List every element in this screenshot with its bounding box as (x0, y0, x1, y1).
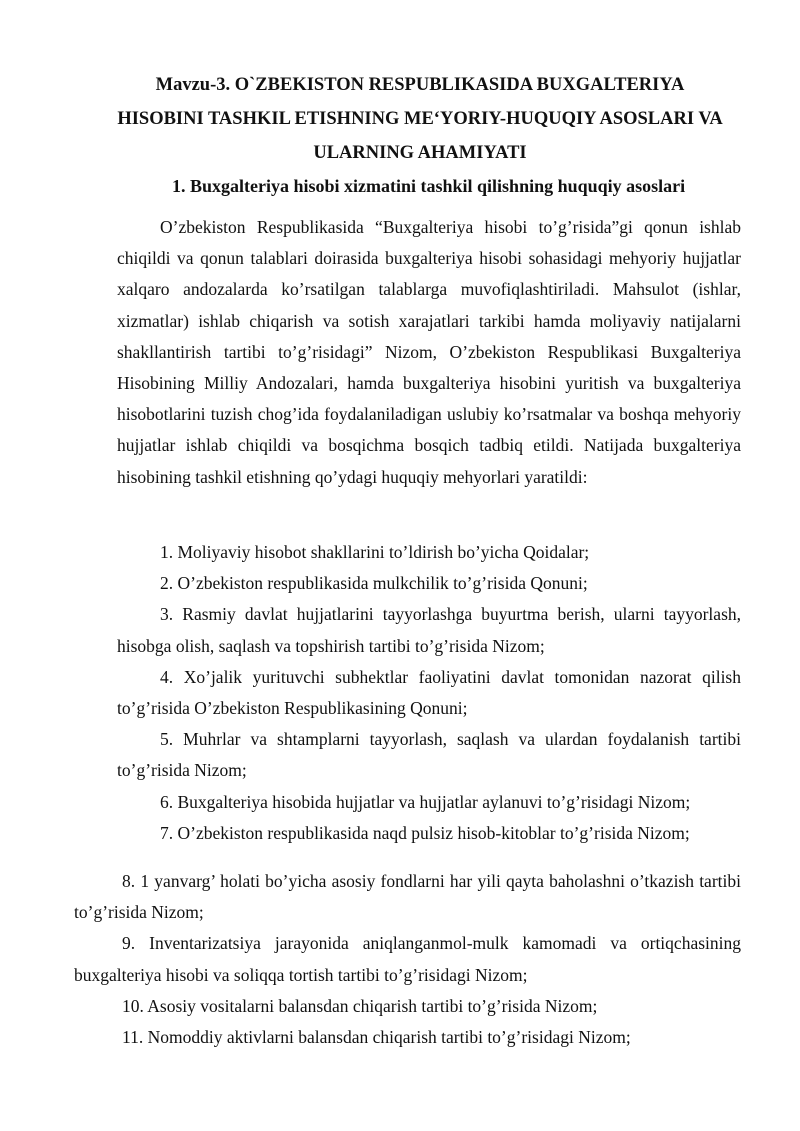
regulation-list-part-1 (117, 537, 741, 849)
list-item-5: 5. Muhrlar va shtamplarni tayyorlash, saqlash va ulardan foydalanish tartibi to’g’risida Nizom; (117, 729, 741, 781)
list-item-2: 2. O’zbekiston respublikasida mulkchilik to’g’risida Qonuni; (160, 573, 588, 594)
list-item-3: 3. Rasmiy davlat hujjatlarini tayyorlashga buyurtma berish, ularni tayyorlash, hisobga olish, saqlash va topshirish tartibi to’g’risida Nizom; (117, 604, 741, 656)
list-item-7: 7. O’zbekiston respublikasida naqd pulsiz hisob-kitoblar to’g’risida Nizom; (160, 822, 690, 843)
list-item-11: 11. Nomoddiy aktivlarni balansdan chiqarish tartibi to’g’risidagi Nizom; (122, 1027, 631, 1048)
list-item-9: 9. Inventarizatsiya jarayonida aniqlanganmol-mulk kamomadi va ortiqchasining buxgalteriya hisobi va soliqqa tortish tartibi to’g’risidagi Nizom; (74, 933, 741, 985)
title-line-2: HISOBINI TASHKIL ETISHNING ME‘YORIY-HUQUQIY ASOSLARI VA (117, 109, 723, 129)
list-item-1: 1. Moliyaviy hisobot shakllarini to’ldirish bo’yicha Qoidalar; (160, 542, 590, 562)
document-title (100, 68, 740, 170)
list-item-10: 10. Asosiy vositalarni balansdan chiqarish tartibi to’g’risida Nizom; (122, 995, 598, 1016)
title-line-3: ULARNING AHAMIYATI (313, 143, 527, 163)
intro-paragraph: O’zbekiston Respublikasida “Buxgalteriya hisobi to’g’risida”gi qonun ishlab chiqildi va qonun talablari doirasida buxgalteriya hisobi sohasidagi mehyoriy hujjatlar xalqaro andozalarda ko’rsatilgan talablarga muvofiqlashtiriladi. Mahsulot (ishlar, xizmatlar) ishlab chiqarish va sotish xarajatlari tarkibi hamda moliyaviy natijalarni shakllantirish tartibi to’g’risidagi” Nizom, O’zbekiston Respublikasi Buxgalteriya Hisobining Milliy Andozalari, hamda buxgalteriya hisobini yuritish va buxgalteriya hisobotlarini tuzish chog’ida foydalaniladigan uslubiy ko’rsatmalar va boshqa mehyoriy hujjatlar ishlab chiqildi va bosqichma bosqich tadbiq etildi. Natijada buxgalteriya hisobining tashkil etishning qo’ydagi huquqiy mehyorlari yaratildi: (117, 217, 741, 487)
section-heading: 1. Buxgalteriya hisobi xizmatini tashkil qilishning huquqiy asoslari (172, 176, 686, 196)
list-item-4: 4. Xo’jalik yurituvchi subhektlar faoliyatini davlat tomonidan nazorat qilish to’g’risida O’zbekiston Respublikasining Qonuni; (117, 666, 741, 719)
list-item-6: 6. Buxgalteriya hisobida hujjatlar va hujjatlar aylanuvi to’g’risidagi Nizom; (160, 791, 691, 812)
title-line-1: Mavzu-3. O`ZBEKISTON RESPUBLIKASIDA BUXGALTERIYA (155, 75, 685, 95)
regulation-list-part-2 (74, 866, 741, 1053)
list-item-8: 8. 1 yanvarg’ holati bo’yicha asosiy fondlarni har yili qayta baholashni o’tkazish tartibi to’g’risida Nizom; (74, 871, 741, 923)
